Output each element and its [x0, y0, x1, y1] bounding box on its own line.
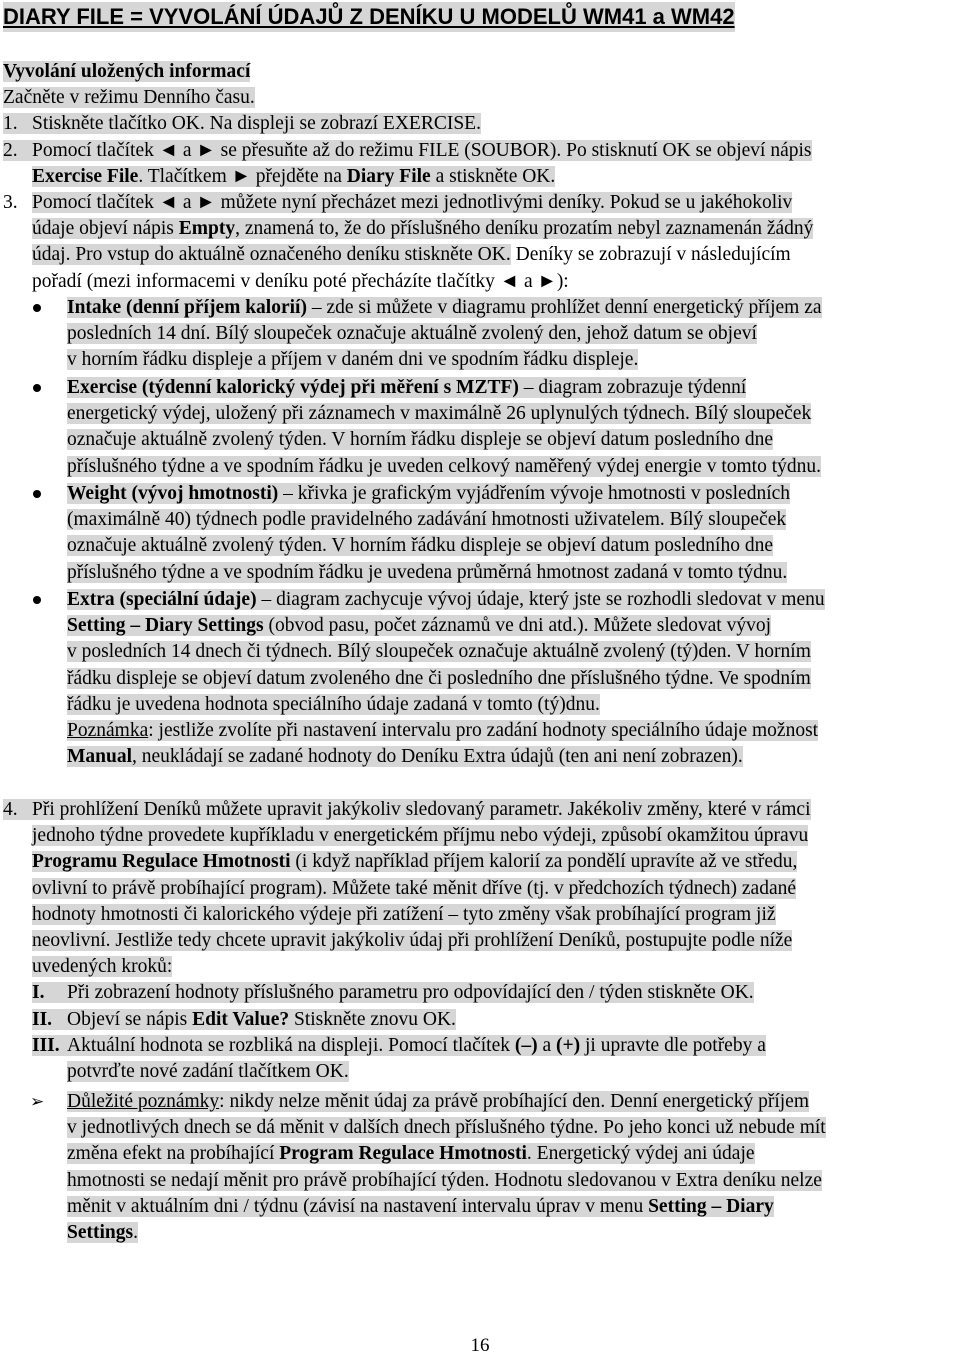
bullet-intake [3, 295, 958, 374]
step-3-number: 3. [3, 191, 18, 213]
roman-iii-text-e: ji upravte dle potřeby a [580, 1034, 766, 1056]
intake-line-1: – zde si můžete v diagramu prohlížet denní energetický příjem za [306, 297, 822, 318]
roman-iii-text-c: a [537, 1034, 557, 1056]
program-regulace-label: Programu Regulace Hmotnosti [32, 851, 291, 873]
bullet-dot-icon [33, 490, 41, 498]
notes-line-1: : nikdy nelze měnit údaj za právě probíhající den. Denní energetický příjem [219, 1091, 810, 1112]
bullet-dot-icon [33, 384, 41, 392]
bullet-weight [3, 481, 958, 586]
roman-i-text: Při zobrazení hodnoty příslušného parametru pro odpovídající den / týden stiskněte OK. [67, 982, 754, 1004]
roman-i-number: I. [32, 982, 45, 1004]
extra-setting-menu: Setting – Diary Settings [67, 615, 264, 637]
roman-iii-text-a: Aktuální hodnota se rozbliká na displeji. Pomocí tlačítek [67, 1034, 515, 1056]
weight-line-2: (maximálně 40) týdnech podle pravidelného zadávání hmotnosti uživatelem. Bílý sloupeček [67, 509, 787, 531]
step-2-line-1: Pomocí tlačítek ◄ a ► se přesuňte až do režimu FILE (SOUBOR). Po stisknutí OK se objeví nápis [32, 139, 812, 161]
notes-line-4: hmotnosti se nedají měnit pro právě probíhající týden. Hodnotu sledovanou v Extra deníku nelze [67, 1169, 822, 1191]
step-4-section [3, 797, 958, 1085]
empty-label: Empty [178, 218, 236, 240]
step-2-exercise-file: Exercise File [32, 165, 139, 187]
roman-iii-number: III. [32, 1034, 60, 1056]
page-title: DIARY FILE = VYVOLÁNÍ ÚDAJŮ Z DENÍKU U MODELŮ WM41 a WM42 [3, 2, 735, 32]
weight-title: Weight (vývoj hmotnosti) [67, 483, 279, 504]
extra-line-2b: (obvod pasu, počet záznamů ve dni atd.). Můžete sledovat vývoj [263, 615, 772, 637]
exercise-line-2: energetický výdej, uložený při záznamech v maximálně 26 uplynulých týdnech. Bílý sloupeček [67, 403, 812, 425]
bullet-dot-icon [33, 304, 41, 312]
extra-note-line-2: , neukládají se zadané hodnoty do Deníku Extra údajů (ten ani není zobrazen). [132, 746, 743, 768]
intro-section [3, 59, 958, 295]
step-4-line-7: uvedených kroků: [32, 956, 173, 978]
step-4-line-2: jednoho týdne provedete kupříkladu v energetickém příjmu nebo výdeji, způsobí okamžitou úpravu [32, 825, 809, 847]
notes-setting-label: Setting – Diary [648, 1195, 774, 1217]
step-4-line-5: hodnoty hmotnosti či kalorického výdeje při zatížení – tyto změny však probíhající program již [32, 903, 776, 925]
step-3-line-1a: Pomocí tlačítek ◄ a ► můžete nyní přecházet mezi jednotlivými deníky. [32, 191, 605, 213]
notes-line-6b: . [133, 1221, 138, 1243]
intake-line-3: v horním řádku displeje a příjem v daném dni ve spodním řádku displeje. [67, 349, 639, 371]
extra-title: Extra (speciální údaje) [67, 589, 257, 610]
step-4-number: 4. [3, 799, 18, 820]
bullet-extra [3, 587, 958, 770]
extra-line-4: řádku displeje se objeví datum zvoleného dne či posledního dne příslušného týdne. Ve spodním [67, 667, 811, 689]
step-4-line-4: ovlivní to právě probíhající program). Můžete také měnit dříve (tj. v předchozích týdnech) zadané [32, 877, 797, 899]
intake-line-2: posledních 14 dní. Bílý sloupeček označuje aktuálně zvolený den, jehož datum se objeví [67, 323, 757, 345]
step-2-text-b: . Tlačítkem ► přejděte na [138, 165, 347, 187]
step-2-text-d: a stiskněte OK. [430, 165, 556, 187]
intake-title: Intake (denní příjem kalorií) [67, 297, 307, 318]
notes-line-2: v jednotlivých dnech se dá měnit v dalších dnech příslušného týdne. Po jeho konci už nebude mít [67, 1117, 826, 1139]
arrow-bullet-icon: ➢ [30, 1092, 45, 1112]
step-3-line-4: pořadí (mezi informacemi v deníku poté přecházíte tlačítky ◄ a ►): [32, 270, 569, 292]
exercise-line-1: – diagram zobrazuje týdenní [518, 377, 747, 398]
notes-line-3a: změna efekt na probíhající [67, 1143, 280, 1165]
weight-line-1: – křivka je grafickým vyjádřením vývoje hmotnosti v posledních [278, 483, 791, 504]
weight-line-4: příslušného týdne a ve spodním řádku je uvedena průměrná hmotnost zadaná v tomto týdnu. [67, 561, 788, 583]
extra-line-1: – diagram zachycuje vývoj údaje, který jste se rozhodli sledovat v menu [256, 589, 825, 610]
plus-button-label: (+) [556, 1034, 581, 1056]
roman-iii-line-2: potvrďte nové zadání tlačítkem OK. [67, 1060, 349, 1082]
important-notes-label: Důležité poznámky [67, 1091, 220, 1112]
important-notes [3, 1089, 958, 1246]
step-3-line-2a: údaje objeví nápis [32, 218, 179, 240]
step-4-line-1: Při prohlížení Deníků můžete upravit jakýkoliv sledovaný parametr. Jakékoliv změny, které v rámci [32, 799, 811, 820]
roman-ii-text-c: Stiskněte znovu OK. [289, 1008, 456, 1030]
extra-line-3: v posledních 14 dnech či týdnech. Bílý sloupeček označuje aktuálně zvolený (tý)den. V horním [67, 641, 811, 663]
intro-heading: Vyvolání uložených informací [3, 61, 251, 82]
manual-label: Manual [67, 746, 133, 768]
step-1-text: Stiskněte tlačítko OK. Na displeji se zobrazí EXERCISE. [32, 113, 481, 135]
step-3-line-3: údaj. Pro vstup do aktuálně označeného deníku stiskněte OK. [32, 244, 511, 266]
page-number: 16 [470, 1335, 490, 1356]
step-4-line-6: neovlivní. Jestliže tedy chcete upravit jakýkoliv údaj při prohlížení Deníků, postupujte podle níže [32, 929, 793, 951]
edit-value-label: Edit Value? [192, 1008, 290, 1030]
roman-ii-number: II. [32, 1008, 53, 1030]
extra-line-5: řádku je uvedena hodnota speciálního údaje zadaná v tomto (tý)dnu. [67, 693, 600, 715]
roman-ii-text-a: Objeví se nápis [67, 1008, 193, 1030]
intro-line: Začněte v režimu Denního času. [3, 87, 255, 109]
minus-button-label: (–) [514, 1034, 538, 1056]
step-3-line-2c: , znamená to, že do příslušného deníku prozatím nebyl zaznamenán žádný [235, 218, 814, 240]
exercise-line-4: příslušného týdne a ve spodním řádku je uveden celkový naměřený výdej energie v tomto týdnu. [67, 455, 821, 477]
bullet-exercise [3, 375, 958, 480]
note-label: Poznámka [67, 719, 149, 741]
bullet-dot-icon [33, 596, 41, 604]
step-2-diary-file: Diary File [346, 165, 431, 187]
exercise-line-3: označuje aktuálně zvolený týden. V horním řádku displeje se objeví datum posledního dne [67, 429, 773, 451]
weight-line-3: označuje aktuálně zvolený týden. V horním řádku displeje se objeví datum posledního dne [67, 535, 773, 557]
notes-program-label: Program Regulace Hmotnosti [279, 1143, 527, 1165]
step-1-number: 1. [3, 113, 18, 135]
step-3-line-3b: Deníky se zobrazují v následujícím [510, 244, 791, 266]
notes-settings-label: Settings [67, 1221, 134, 1243]
step-2-number: 2. [3, 139, 18, 161]
notes-line-5a: měnit v aktuálním dni / týdnu (závisí na nastavení intervalu úprav v menu [67, 1195, 649, 1217]
extra-note-line-1: : jestliže zvolíte při nastavení intervalu pro zadání hodnoty speciálního údaje možnost [148, 719, 819, 741]
notes-line-3c: . Energetický výdej ani údaje [526, 1143, 755, 1165]
step-3-line-1b: Pokud se u jakéhokoliv [604, 191, 793, 213]
exercise-title: Exercise (týdenní kalorický výdej při měření s MZTF) [67, 377, 519, 398]
step-4-line-3b: (i když například příjem kalorií za pondělí upravíte až ve středu, [290, 851, 798, 873]
